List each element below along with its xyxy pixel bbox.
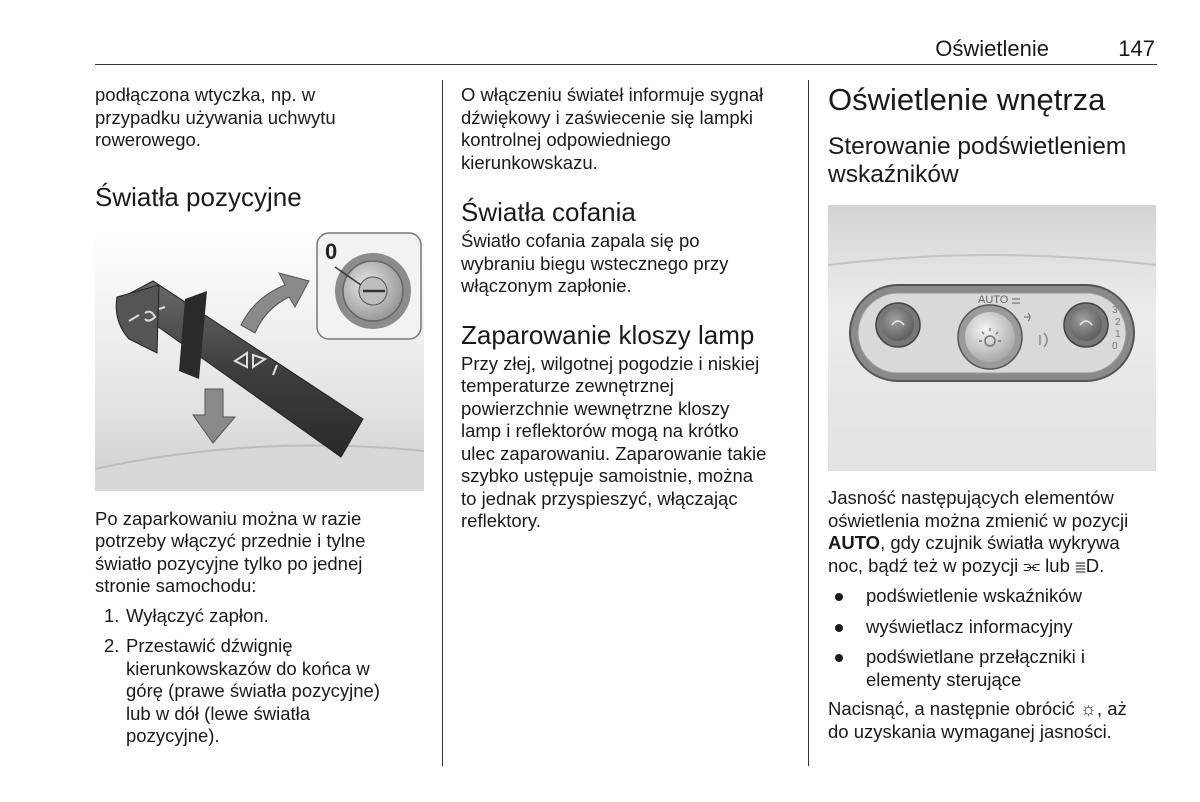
- intro-paragraph: O włączeniu świateł informuje sygnał dźwiękowy i zaświecenie się lampki kontrolnej odpowiedniego kierunkowskazu.: [461, 84, 764, 173]
- auto-label: AUTO: [978, 294, 1009, 306]
- low-beam-icon: ⫘: [1023, 554, 1041, 576]
- lamp-fogging-paragraph: Przy złej, wilgotnej pogodzie i niskiej temperaturze zewnętrznej powierzchnie wewnętrzne kloszy lamp i reflektorów mogą na krótko ulec zaparowaniu. Zaparowanie takie szybko ustępuje samoistnie, można to jednak przyspieszyć, włączając reflektory.: [461, 352, 767, 531]
- high-beam-icon: ≣D: [1075, 554, 1100, 576]
- column-3: [828, 82, 1158, 743]
- page-number: 147: [1118, 36, 1155, 61]
- chapter-title: Oświetlenie wnętrza: [828, 82, 1106, 117]
- column-divider: [808, 80, 809, 766]
- intro-paragraph: podłączona wtyczka, np. w przypadku używania uchwytu rowerowego.: [95, 84, 336, 150]
- bullet: [835, 624, 843, 632]
- bullet: [835, 654, 843, 662]
- list-item: podświetlane przełączniki i elementy sterujące: [828, 646, 1158, 691]
- section-heading: Światła pozycyjne: [95, 181, 302, 212]
- steps-list: [95, 605, 430, 748]
- list-item: 1. Wyłączyć zapłon.: [104, 604, 269, 626]
- turn-signal-lever-figure: [95, 229, 424, 491]
- column-divider: [442, 80, 443, 766]
- brightness-paragraph: Jasność następujących elementów oświetlenia można zmienić w pozycji AUTO, gdy czujnik światła wykrywa noc, bądź też w pozycji ⫘ lub ≣D.: [828, 487, 1129, 576]
- section-heading: Światła cofania: [461, 197, 636, 227]
- list-item: wyświetlacz informacyjny: [828, 616, 1158, 639]
- subsection-heading: Sterowanie podświetleniem wskaźników: [828, 133, 1127, 188]
- column-2: [461, 84, 801, 533]
- svg-text:1: 1: [1115, 329, 1121, 340]
- section-heading: Zaparowanie kloszy lamp: [461, 319, 755, 350]
- list-item: 2. Przestawić dźwignię kierunkowskazów do końca w górę (prawe światła pozycyjne) lub w dół (lewe światła pozycyjne).: [104, 635, 380, 746]
- svg-text:0: 0: [1112, 341, 1118, 352]
- instrument-lighting-switch-figure: [828, 205, 1156, 471]
- reversing-lights-paragraph: Światło cofania zapala się po wybraniu biegu wstecznego przy włączonym zapłonie.: [461, 230, 729, 296]
- figure-label: 0: [325, 238, 338, 264]
- svg-text:3: 3: [1112, 305, 1118, 316]
- column-1: [95, 84, 430, 748]
- auto-keyword: AUTO: [828, 532, 881, 553]
- page-header: [95, 30, 1157, 65]
- elements-list: [828, 585, 1158, 691]
- list-item: podświetlenie wskaźników: [828, 585, 1158, 608]
- parking-lights-paragraph: Po zaparkowaniu można w razie potrzeby włączyć przednie i tylne światło pozycyjne tylko po jednej stronie samochodu:: [95, 507, 366, 596]
- bullet: [835, 593, 843, 601]
- section-title: Oświetlenie: [935, 36, 1049, 61]
- svg-text:2: 2: [1115, 317, 1121, 328]
- instruction-paragraph: Nacisnąć, a następnie obrócić ☼, aż do uzyskania wymaganej jasności.: [828, 698, 1127, 742]
- brightness-knob-icon: ☼: [1079, 698, 1097, 719]
